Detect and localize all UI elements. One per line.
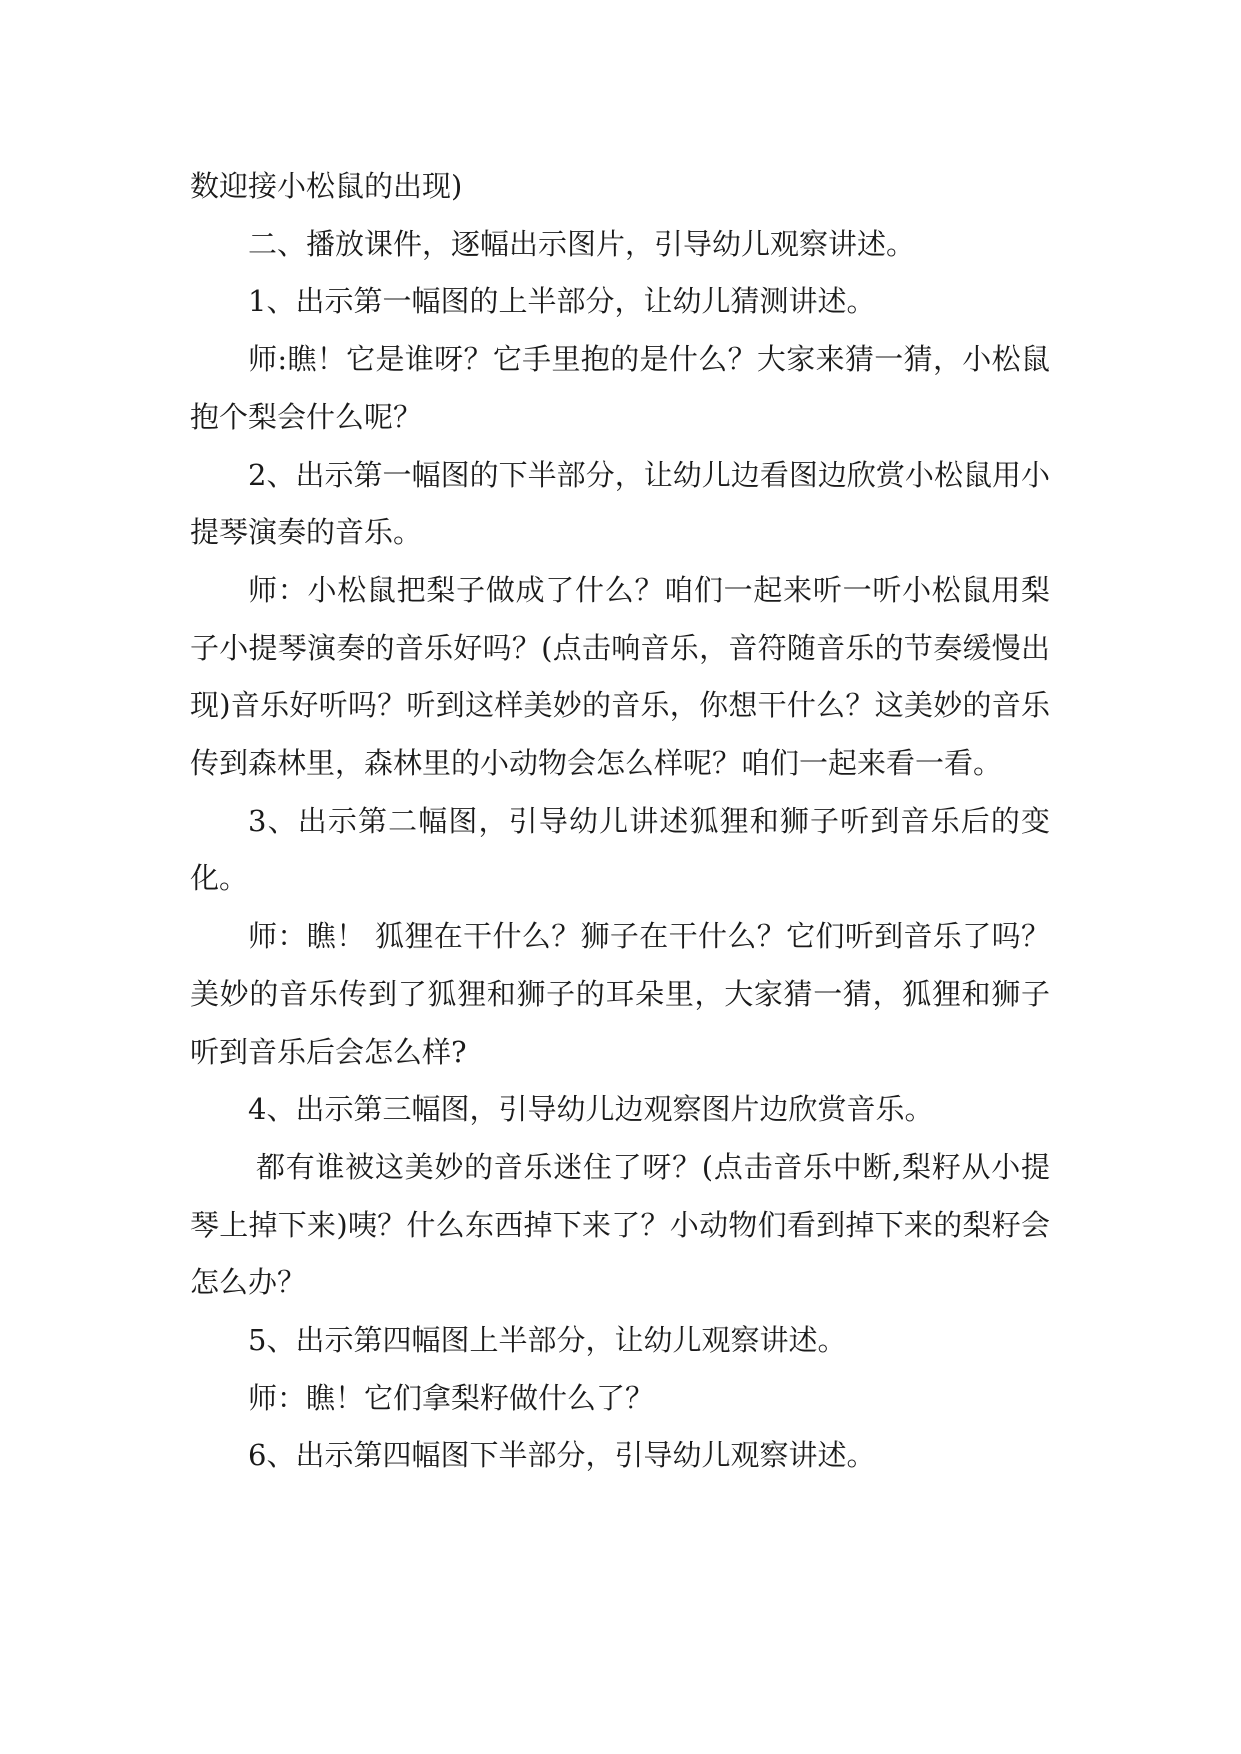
step-2: 2、出示第一幅图的下半部分，让幼儿边看图边欣赏小松鼠用小提琴演奏的音乐。	[190, 457, 1050, 550]
step-6: 6、出示第四幅图下半部分，引导幼儿观察讲述。	[248, 1438, 876, 1473]
teacher-dialogue-2: 师：小松鼠把梨子做成了什么？咱们一起来听一听小松鼠用梨子小提琴演奏的音乐好吗？(点击响音乐，音符随音乐的节奏缓慢出现)音乐好听吗？听到这样美妙的音乐，你想干什么？这美妙的音乐传到森林里，森林里的小动物会怎么样呢？咱们一起来看一看。	[190, 572, 1050, 781]
paragraph-continuation: 数迎接小松鼠的出现)	[190, 169, 463, 203]
teacher-dialogue-5: 师：瞧！它们拿梨籽做什么了？	[248, 1380, 655, 1415]
teacher-dialogue-3: 师：瞧！ 狐狸在干什么？狮子在干什么？它们听到音乐了吗？美妙的音乐传到了狐狸和狮子的耳朵里，大家猜一猜，狐狸和狮子听到音乐后会怎么样?	[190, 919, 1050, 1069]
teacher-dialogue-4: 都有谁被这美妙的音乐迷住了呀？(点击音乐中断,梨籽从小提琴上掉下来)咦？什么东西掉下来了？小动物们看到掉下来的梨籽会怎么办？	[190, 1149, 1050, 1300]
document-body	[190, 158, 1050, 1485]
step-5: 5、出示第四幅图上半部分，让幼儿观察讲述。	[248, 1323, 847, 1358]
teacher-dialogue-1: 师:瞧！它是谁呀？它手里抱的是什么？大家来猜一猜，小松鼠抱个梨会什么呢？	[190, 342, 1050, 434]
step-4: 4、出示第三幅图，引导幼儿边观察图片边欣赏音乐。	[248, 1092, 934, 1127]
step-1: 1、出示第一幅图的上半部分，让幼儿猜测讲述。	[248, 284, 876, 319]
section-heading-2: 二、播放课件，逐幅出示图片，引导幼儿观察讲述。	[248, 226, 916, 261]
step-3: 3、出示第二幅图，引导幼儿讲述狐狸和狮子听到音乐后的变化。	[190, 803, 1050, 896]
